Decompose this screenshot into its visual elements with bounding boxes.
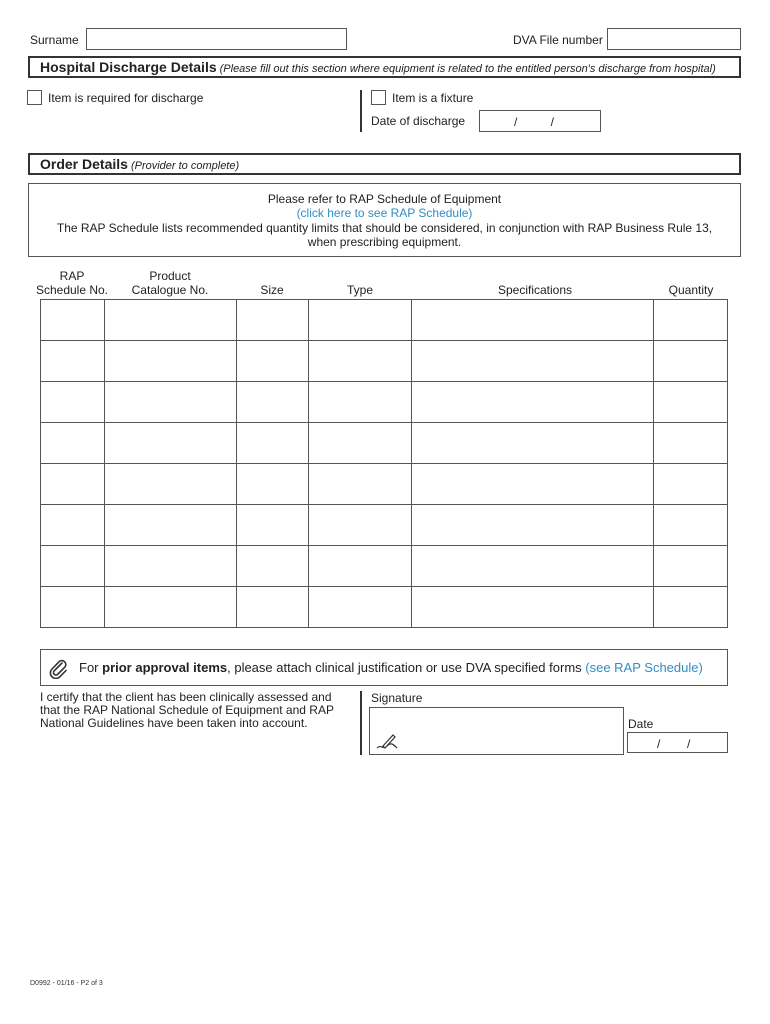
col-header-type: Type [346,283,373,297]
table-row [41,300,728,341]
info-line-2: The RAP Schedule lists recommended quantity limits that should be considered, in conjunction with RAP Business Rule 13, [56,221,713,235]
rap-schedule-info-box [28,183,741,257]
quantity-cell[interactable] [654,300,728,341]
rap-schedule-cell[interactable] [41,423,105,464]
pen-icon [375,732,399,752]
item-fixture-label: Item is a fixture [392,91,474,105]
table-row [41,546,728,587]
rap-schedule-link[interactable]: (click here to see RAP Schedule) [296,206,473,220]
info-line-3: when prescribing equipment. [307,235,462,249]
item-required-checkbox[interactable] [27,90,42,105]
specifications-cell[interactable] [412,382,654,423]
col-header-specifications: Specifications [497,283,573,297]
paperclip-icon [49,659,69,679]
specifications-cell[interactable] [412,505,654,546]
specifications-cell[interactable] [412,587,654,628]
prior-approval-box [40,649,728,686]
date-input-separators: / / [657,737,691,751]
catalogue-cell[interactable] [104,423,236,464]
quantity-cell[interactable] [654,587,728,628]
catalogue-cell[interactable] [104,587,236,628]
col-header-size: Size [260,283,284,297]
type-cell[interactable] [308,587,412,628]
rap-schedule-cell[interactable] [41,300,105,341]
size-cell[interactable] [236,464,308,505]
rap-schedule-cell[interactable] [41,382,105,423]
item-fixture-checkbox[interactable] [371,90,386,105]
order-details-header [28,153,741,175]
type-cell[interactable] [308,423,412,464]
size-cell[interactable] [236,587,308,628]
specifications-cell[interactable] [412,341,654,382]
rap-schedule-cell[interactable] [41,464,105,505]
date-of-discharge-label: Date of discharge [371,114,466,128]
size-cell[interactable] [236,546,308,587]
col-header-quantity: Quantity [668,283,714,297]
dva-file-number-input[interactable] [607,28,741,50]
type-cell[interactable] [308,300,412,341]
hospital-discharge-title: Hospital Discharge Details [40,59,217,75]
hospital-discharge-subtitle: (Please fill out this section where equipment is related to the entitled person's discharge from hospital) [219,63,716,75]
quantity-cell[interactable] [654,505,728,546]
catalogue-cell[interactable] [104,300,236,341]
size-cell[interactable] [236,341,308,382]
hospital-discharge-header [28,56,741,78]
signature-field[interactable] [369,707,624,755]
size-cell[interactable] [236,423,308,464]
date-separators: / / [514,115,555,129]
catalogue-cell[interactable] [104,341,236,382]
quantity-cell[interactable] [654,341,728,382]
quantity-cell[interactable] [654,423,728,464]
prior-approval-bold: prior approval items [102,660,228,675]
date-label: Date [628,717,654,731]
table-row [41,587,728,628]
see-rap-schedule-link[interactable]: (see RAP Schedule) [585,660,703,675]
form-code: D0992 - 01/16 - P2 of 3 [30,980,103,987]
equipment-table [40,299,728,628]
dva-file-number-label: DVA File number [513,33,603,47]
surname-input[interactable] [86,28,347,50]
date-of-discharge-input[interactable] [479,110,601,132]
quantity-cell[interactable] [654,382,728,423]
certification-text: I certify that the client has been clinically assessed and that the RAP National Schedule of Equipment and RAP National Guidelines have been taken into account. [40,690,334,730]
size-cell[interactable] [236,382,308,423]
specifications-cell[interactable] [412,300,654,341]
type-cell[interactable] [308,464,412,505]
specifications-cell[interactable] [412,423,654,464]
table-row [41,382,728,423]
type-cell[interactable] [308,382,412,423]
specifications-cell[interactable] [412,546,654,587]
section-divider [360,90,362,132]
quantity-cell[interactable] [654,546,728,587]
date-input[interactable] [627,732,728,753]
size-cell[interactable] [236,505,308,546]
table-row [41,423,728,464]
size-cell[interactable] [236,300,308,341]
info-line-1: Please refer to RAP Schedule of Equipment [267,192,502,206]
rap-schedule-cell[interactable] [41,587,105,628]
surname-label: Surname [30,33,79,47]
rap-schedule-cell[interactable] [41,341,105,382]
catalogue-cell[interactable] [104,505,236,546]
quantity-cell[interactable] [654,464,728,505]
table-row [41,341,728,382]
item-required-label: Item is required for discharge [48,91,204,105]
specifications-cell[interactable] [412,464,654,505]
catalogue-cell[interactable] [104,546,236,587]
table-row [41,464,728,505]
rap-schedule-cell[interactable] [41,546,105,587]
col-header-catalogue: Product Catalogue No. [131,269,209,297]
type-cell[interactable] [308,505,412,546]
order-details-title: Order Details [40,156,128,172]
catalogue-cell[interactable] [104,382,236,423]
catalogue-cell[interactable] [104,464,236,505]
prior-approval-text: For prior approval items, please attach clinical justification or use DVA specified forms (see RAP Schedule) [79,660,703,675]
signature-label: Signature [371,691,423,705]
type-cell[interactable] [308,341,412,382]
order-details-subtitle: (Provider to complete) [130,160,240,172]
certify-divider [360,691,362,755]
type-cell[interactable] [308,546,412,587]
col-header-rap-schedule: RAP Schedule No. [35,269,109,297]
rap-schedule-cell[interactable] [41,505,105,546]
table-row [41,505,728,546]
